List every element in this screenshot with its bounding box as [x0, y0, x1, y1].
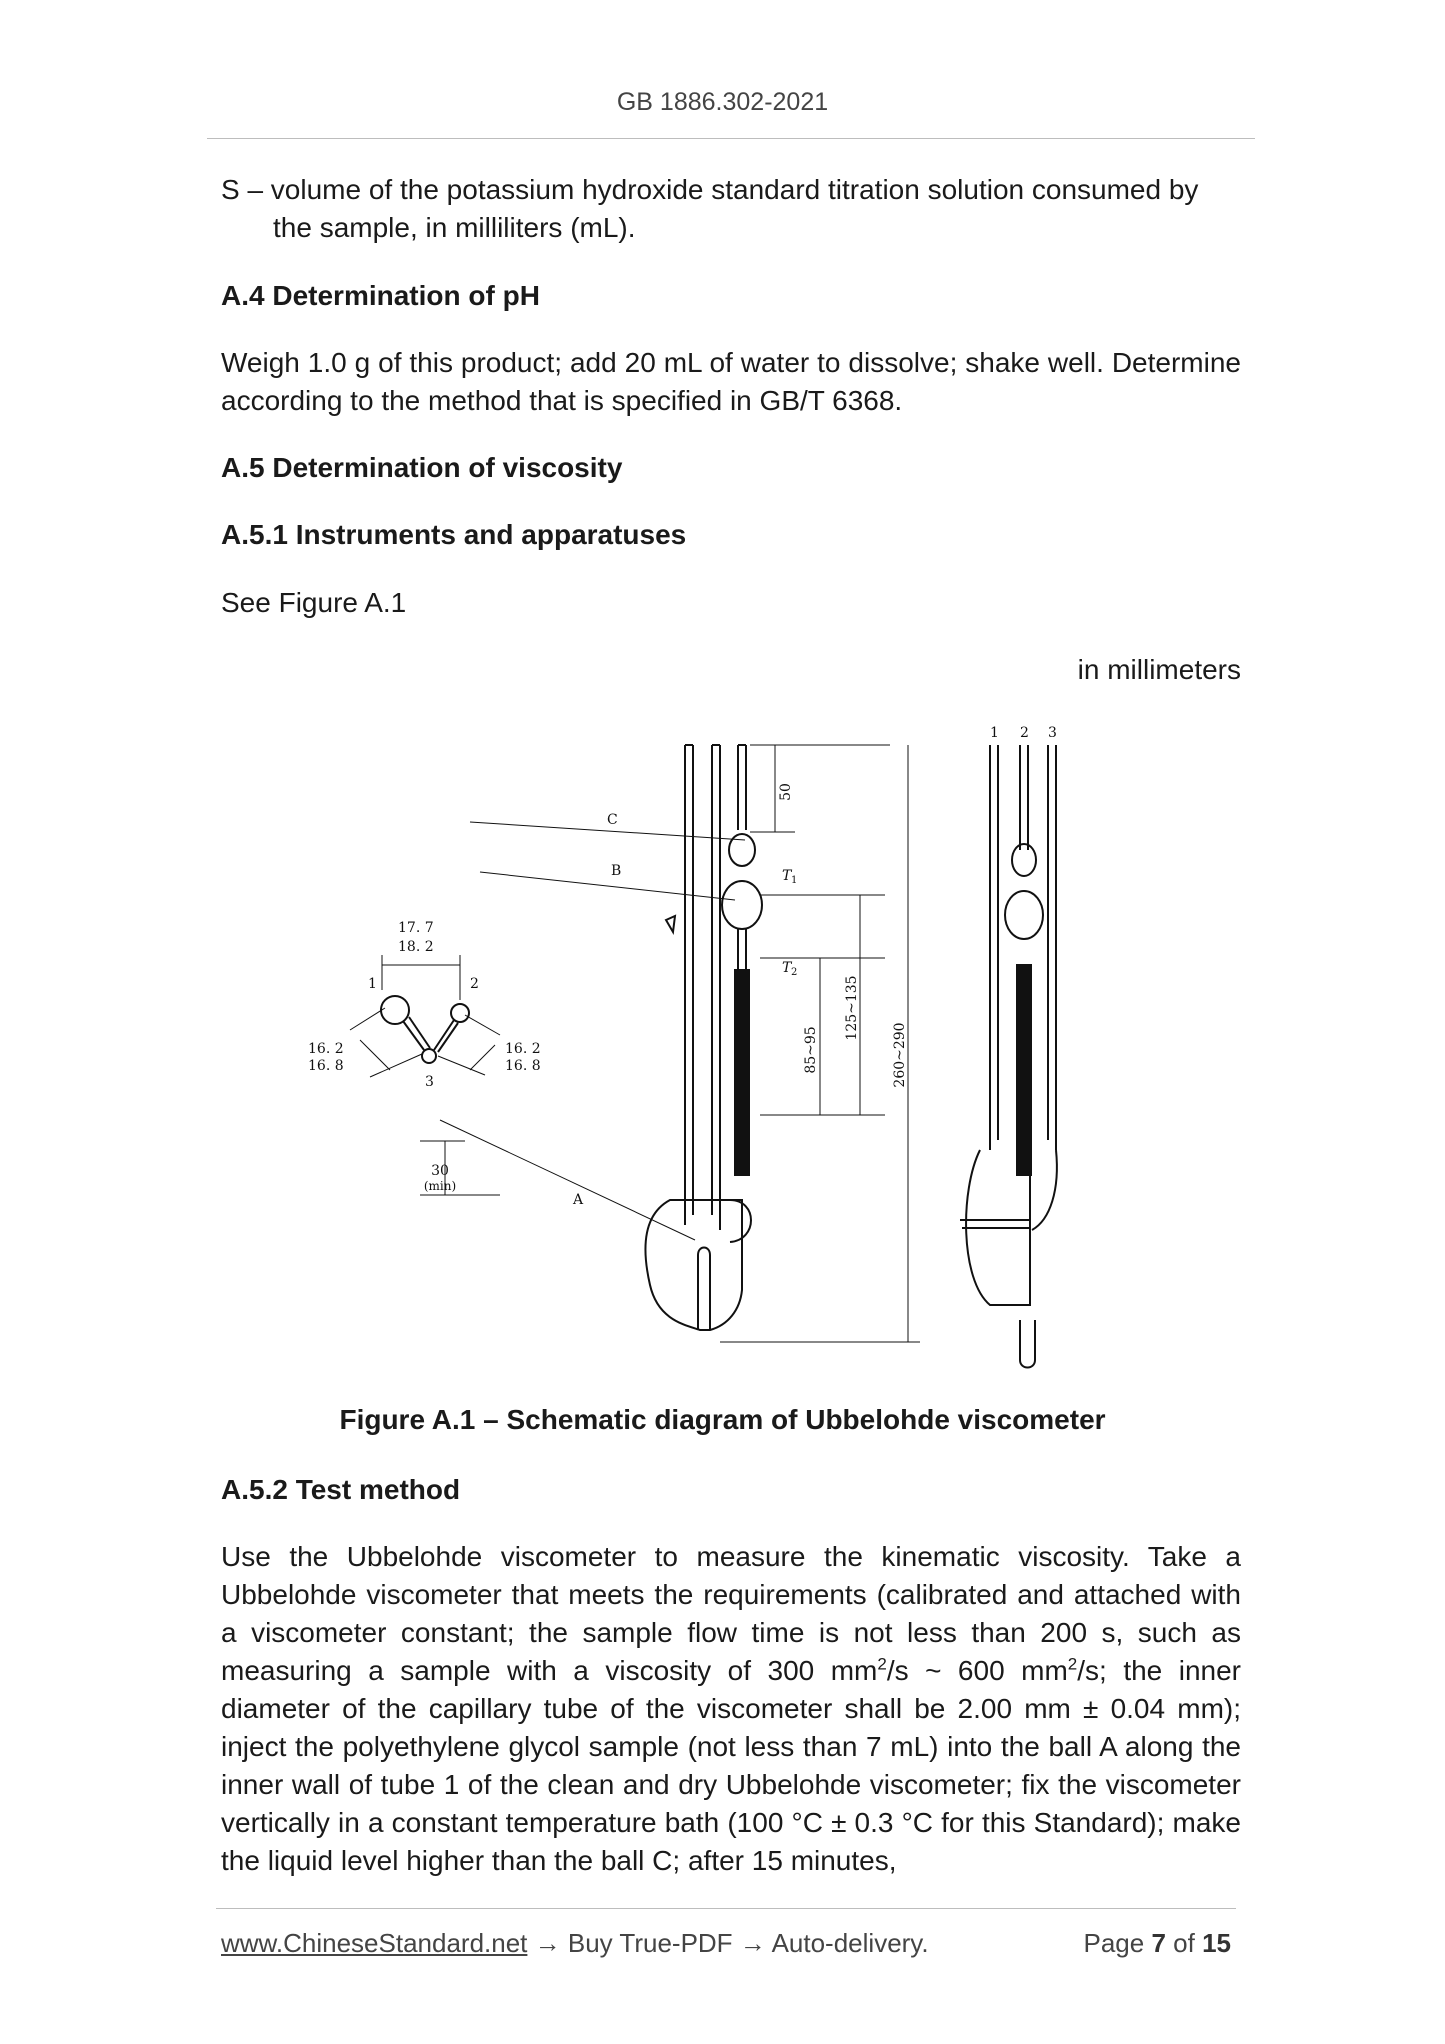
footer-divider — [216, 1908, 1236, 1909]
para-a4: Weigh 1.0 g of this product; add 20 mL of water to dissolve; shake well. Determine according to the method that is specified in GB/T 6368. — [221, 347, 1241, 416]
label-T1-sub: 1 — [791, 875, 798, 886]
label-side-1: 1 — [990, 725, 999, 741]
para-a52-part1: Use the Ubbelohde viscometer to measure the kinematic viscosity. Take a Ubbelohde viscometer that meets the requirements (calibrated and attached with a viscometer constant; the sample flow time is not less than 200 s, such as measuring a sample with a viscosity of 300 mm — [221, 1541, 1241, 1686]
label-n2: 2 — [470, 976, 479, 992]
label-C: C — [607, 812, 618, 828]
heading-a5: A.5 Determination of viscosity — [221, 452, 623, 483]
footer-promo: → Buy True-PDF → Auto-delivery. — [527, 1928, 929, 1958]
s-definition-line2: the sample, in milliliters (mL). — [273, 212, 636, 243]
page-header: GB 1886.302-2021 — [616, 88, 829, 116]
label-B: B — [611, 863, 622, 879]
label-dim-min: (min) — [423, 1179, 457, 1193]
label-n3: 3 — [425, 1074, 434, 1090]
page-number: 7 — [1151, 1928, 1166, 1958]
unit-note: in millimeters — [1077, 654, 1241, 685]
s-definition — [221, 171, 1241, 247]
page-footer — [221, 1928, 1231, 1959]
label-T1: T — [782, 868, 792, 884]
para-a52 — [221, 1538, 1241, 1880]
label-left-d2: 16. 8 — [308, 1058, 344, 1074]
label-dim-50: 50 — [778, 783, 794, 801]
label-right-d1: 16. 2 — [505, 1041, 541, 1057]
dimension-lines — [420, 745, 920, 1342]
page-indicator — [1083, 1928, 1231, 1959]
main-viscometer-drawing — [645, 745, 762, 1330]
label-right-d2: 16. 8 — [505, 1058, 541, 1074]
label-side-2: 2 — [1020, 725, 1029, 741]
page-word: Page — [1083, 1928, 1145, 1958]
para-a52-part3: /s; the inner diameter of the capillary tube of the viscometer shall be 2.00 mm ± 0.04 mm); inject the polyethylene glycol sample (not less than 7 mL) into the ball A along the inner wall of tube 1 of the clean and dry Ubbelohde viscometer; fix the viscometer vertically in a constant temperature bath (100 °C ± 0.3 °C for this Standard); make the liquid level higher than the ball C; after 15 minutes, — [221, 1655, 1241, 1876]
label-T2: T — [782, 960, 792, 976]
label-T2-sub: 2 — [791, 967, 798, 978]
label-A: A — [573, 1192, 584, 1208]
para-a52-part2: /s ~ 600 mm — [886, 1655, 1068, 1686]
label-dim-30: 30 — [431, 1163, 449, 1179]
label-dim-85: 85~95 — [803, 1026, 819, 1074]
viscometer-figure — [290, 720, 1190, 1370]
heading-a51: A.5.1 Instruments and apparatuses — [221, 519, 687, 550]
label-top-d1: 17. 7 — [398, 920, 434, 936]
header-divider — [207, 138, 1255, 139]
superscript-2: 2 — [877, 1654, 887, 1674]
label-top-d2: 18. 2 — [398, 939, 434, 955]
of-word: of — [1173, 1928, 1195, 1958]
superscript-2: 2 — [1067, 1654, 1078, 1674]
side-viscometer-drawing — [960, 745, 1057, 1368]
label-n1: 1 — [368, 976, 377, 992]
label-dim-125: 125~135 — [844, 975, 860, 1041]
s-definition-line1: S – volume of the potassium hydroxide standard titration solution consumed by — [221, 174, 1199, 205]
top-view-drawing — [350, 955, 500, 1077]
label-side-3: 3 — [1048, 725, 1057, 741]
page-total: 15 — [1202, 1928, 1231, 1958]
see-figure-text: See Figure A.1 — [221, 587, 407, 618]
heading-a52: A.5.2 Test method — [221, 1474, 461, 1505]
label-dim-260: 260~290 — [892, 1022, 908, 1088]
label-left-d1: 16. 2 — [308, 1041, 344, 1057]
figure-caption: Figure A.1 – Schematic diagram of Ubbelohde viscometer — [339, 1404, 1106, 1435]
heading-a4: A.4 Determination of pH — [221, 280, 540, 311]
site-link[interactable]: www.ChineseStandard.net — [221, 1928, 528, 1958]
